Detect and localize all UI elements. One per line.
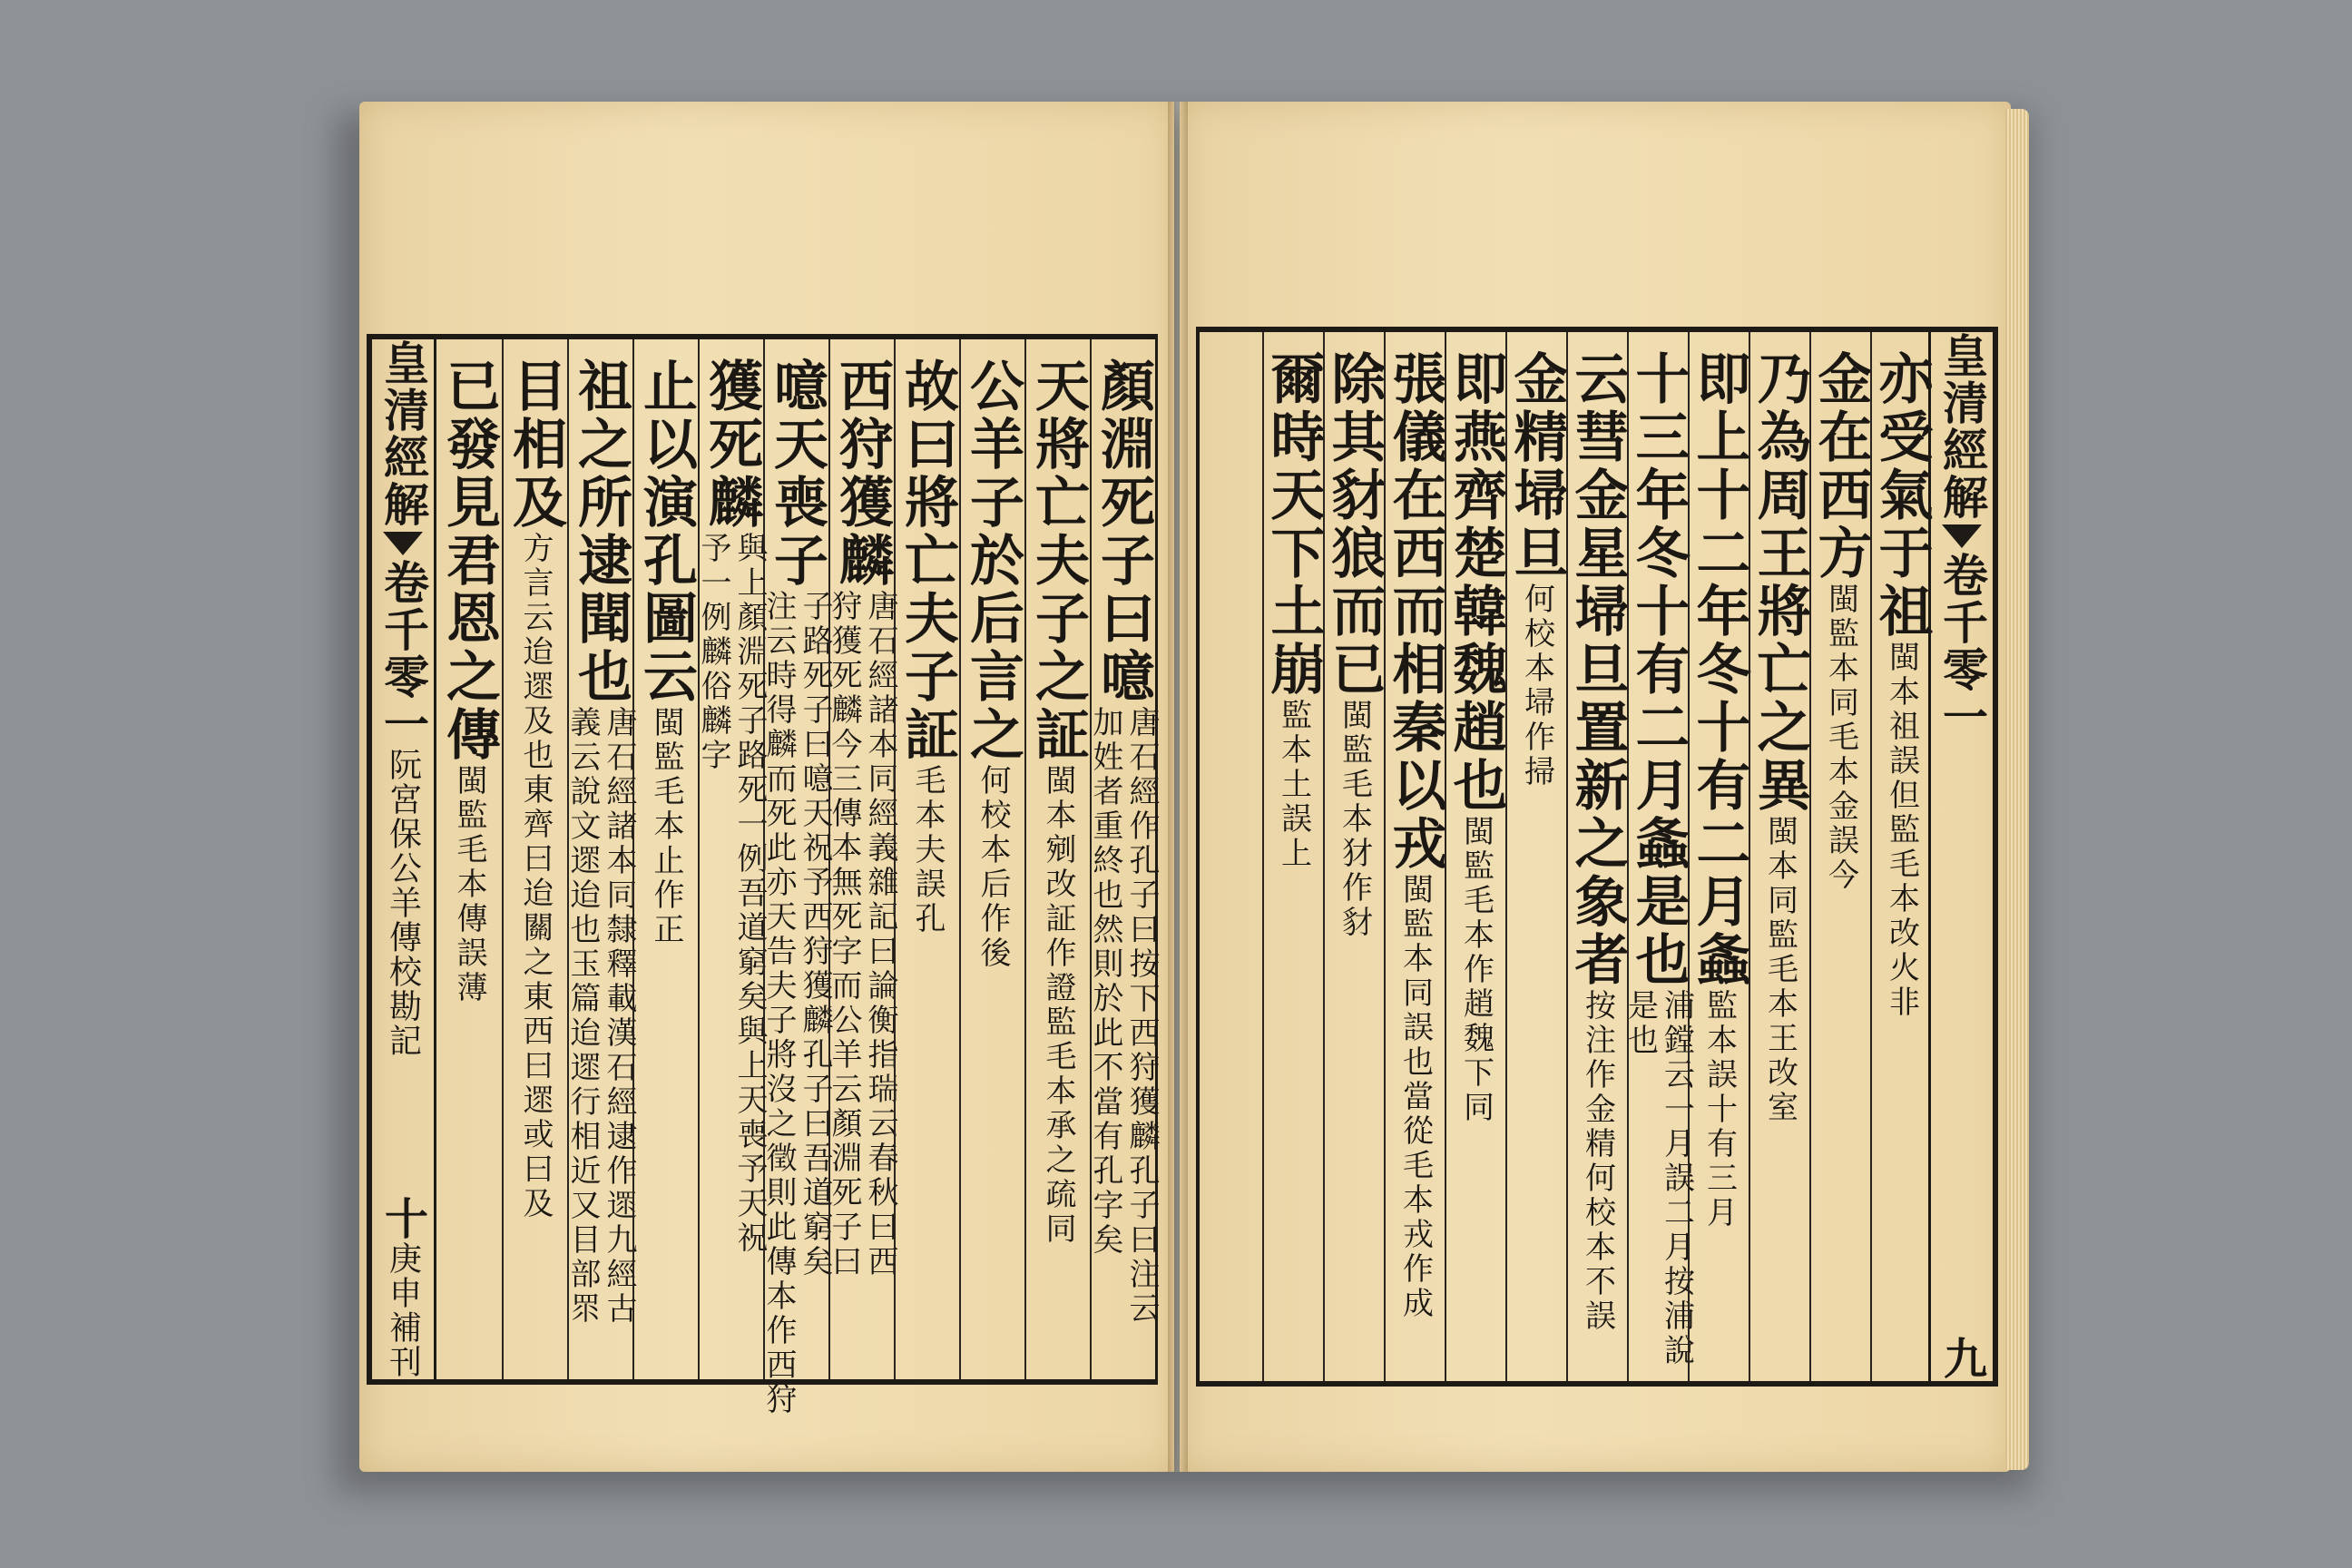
main-text: 十三年冬十有二月螽是也 (1626, 350, 1690, 989)
main-text: 公羊子於后言之 (961, 358, 1024, 764)
annotation-text: 閩本剜改証作證監毛本承之疏同 (1040, 764, 1076, 1247)
annotation-text: 閩監本同毛本金誤今 (1822, 583, 1859, 893)
right-banxin (1928, 332, 1993, 1381)
text-column (1869, 332, 1934, 1381)
right-page-frame (1196, 327, 1998, 1387)
text-column (1261, 332, 1326, 1381)
main-text: 天將亡夫子之証 (1026, 358, 1090, 764)
annotation-text: 加姓者重終也然則於此不當有孔字矣 (1087, 706, 1123, 1258)
text-column (1565, 332, 1630, 1381)
annotation-text: 方言云迨遝及也東齊曰迨關之東西曰遝或曰及 (517, 532, 554, 1221)
annotation-pair (648, 706, 684, 947)
main-text: 爾時天下土崩 (1261, 350, 1326, 699)
annotation-text: 何校本后作後 (975, 764, 1011, 971)
annotation-text: 閩本祖誤但監毛本改火非 (1883, 641, 1920, 1020)
text-column (436, 339, 502, 1379)
annotation-text: 唐石經諸本同經義雜記曰論衡指瑞云春秋曰西 (862, 590, 898, 1279)
annotation-text: 監本土誤上 (1275, 699, 1312, 871)
annotation-text: 閩監毛本止作正 (648, 706, 684, 947)
main-text: 即上十二年冬十有二月螽 (1687, 350, 1751, 989)
text-column (959, 339, 1024, 1379)
text-column (1444, 332, 1508, 1381)
annotation-text: 何校本埽作掃 (1518, 583, 1555, 789)
annotation-text: 唐石經諸本同隸釋載漢石經逮作遝九經古 (601, 706, 637, 1327)
main-text: 金在西方 (1808, 350, 1873, 583)
book-gutter (1168, 102, 1188, 1472)
annotation-pair (1822, 583, 1859, 893)
text-column (695, 339, 768, 1379)
annotation-text: 閩本同監毛本王改室 (1761, 815, 1798, 1125)
annotation-pair (564, 706, 637, 1327)
text-column (1322, 332, 1387, 1381)
annotation-pair (1579, 989, 1616, 1334)
text-column (1748, 332, 1812, 1381)
left-text-columns (434, 339, 1160, 1417)
annotation-text: 閩監本同誤也當從毛本戎作成 (1396, 873, 1434, 1321)
annotation-pair (1040, 764, 1076, 1247)
annotation-text: 予一例麟俗麟字 (695, 532, 731, 773)
main-text: 噫天喪子 (765, 358, 828, 590)
banxin-title: 皇清經解 (1936, 332, 1989, 521)
text-column (894, 339, 959, 1379)
banxin-volume: 卷千零一 (377, 559, 430, 748)
annotation-pair (1700, 989, 1738, 1230)
text-column (632, 339, 698, 1379)
main-text: 乃為周王將亡之異 (1748, 350, 1812, 815)
main-text: 即燕齊楚韓魏趙也 (1444, 350, 1508, 815)
main-text: 祖之所逮聞也 (569, 358, 632, 706)
annotation-text: 注云時得麟而死此亦天告夫子將沒之徵則此傳本作西狩 (760, 590, 797, 1417)
fishtail-mark (1942, 524, 1982, 548)
annotation-pair (1457, 815, 1494, 1125)
main-text: 已發見君恩之傳 (437, 358, 501, 764)
main-text: 西狩獲麟 (830, 358, 894, 590)
main-text: 顏淵死子曰噫 (1092, 358, 1155, 706)
text-column (1688, 332, 1749, 1381)
banxin-subtitle: 阮宮保公羊傳校勘記 (384, 748, 422, 1058)
annotation-text: 唐石經作孔子曰按下西狩獲麟孔子曰注云 (1123, 706, 1160, 1327)
left-banxin (372, 339, 436, 1379)
annotation-pair (828, 590, 896, 1279)
text-column (760, 339, 833, 1417)
annotation-pair (695, 532, 768, 1256)
banxin-supplement: 庚申補刊 (384, 1241, 422, 1379)
annotation-text: 義云說文遝迨也玉篇迨遝行相近又目部眔 (564, 706, 601, 1327)
annotation-pair (1761, 815, 1798, 1125)
text-column (564, 339, 637, 1379)
text-column (1024, 339, 1090, 1379)
annotation-pair (1275, 699, 1312, 871)
annotation-text: 按注作金精何校本不誤 (1579, 989, 1616, 1334)
text-column (502, 339, 567, 1379)
main-text: 目相及 (504, 358, 567, 532)
main-text: 除其豺狼而已 (1322, 350, 1387, 699)
main-text: 金精埽旦 (1504, 350, 1569, 583)
text-column (1504, 332, 1569, 1381)
annotation-text: 子路死子曰噫天祝予西狩獲麟孔子曰吾道窮矣 (797, 590, 833, 1279)
annotation-pair (909, 764, 946, 936)
main-text: 獲死麟 (700, 358, 763, 532)
annotation-pair (975, 764, 1011, 971)
page-edges (2005, 109, 2029, 1470)
annotation-text: 閩監毛本傳誤薄 (451, 764, 487, 1005)
banxin-title: 皇清經解 (377, 339, 430, 528)
annotation-text: 狩獲死麟今三傳本無死字而公羊云顏淵死子曰 (826, 590, 862, 1279)
annotation-text: 毛本夫誤孔 (909, 764, 946, 936)
main-text: 止以演孔圖云 (634, 358, 698, 706)
annotation-text: 閩監毛本犲作豺 (1336, 699, 1373, 940)
annotation-pair (1622, 989, 1695, 1368)
right-text-columns (1200, 332, 1934, 1381)
annotation-text: 閩監毛本作趙魏下同 (1457, 815, 1494, 1125)
main-text: 亦受氣于祖 (1869, 350, 1934, 641)
text-column (1087, 339, 1160, 1379)
annotation-text: 與上顏淵死子路死一例吾道窮矣與上天喪予天祝 (731, 532, 768, 1256)
text-column (1384, 332, 1445, 1381)
fishtail-mark (383, 532, 423, 555)
annotation-pair (451, 764, 487, 1005)
text-column (1201, 332, 1262, 1381)
text-column (1622, 332, 1695, 1381)
main-text: 故曰將亡夫子証 (896, 358, 959, 764)
annotation-pair (1336, 699, 1373, 940)
main-text: 張儀在西而相秦以戎 (1383, 350, 1447, 873)
banxin-folio: 九 (1936, 1336, 1987, 1381)
annotation-pair (1087, 706, 1160, 1327)
annotation-text: 監本誤十有三月 (1700, 989, 1738, 1230)
text-column (826, 339, 898, 1379)
annotation-text: 是也 (1622, 989, 1659, 1058)
annotation-pair (1396, 873, 1434, 1321)
annotation-text: 浦鏜云一月誤二月按浦說 (1658, 989, 1695, 1368)
left-page-frame (367, 334, 1160, 1417)
banxin-volume: 卷千零一 (1936, 552, 1989, 740)
annotation-pair (760, 590, 833, 1417)
annotation-pair (517, 532, 554, 1221)
text-column (1808, 332, 1873, 1381)
main-text: 云彗金星埽旦置新之象者 (1565, 350, 1630, 989)
annotation-pair (1883, 641, 1920, 1020)
annotation-pair (1518, 583, 1555, 789)
banxin-folio: 十 (377, 1196, 428, 1241)
